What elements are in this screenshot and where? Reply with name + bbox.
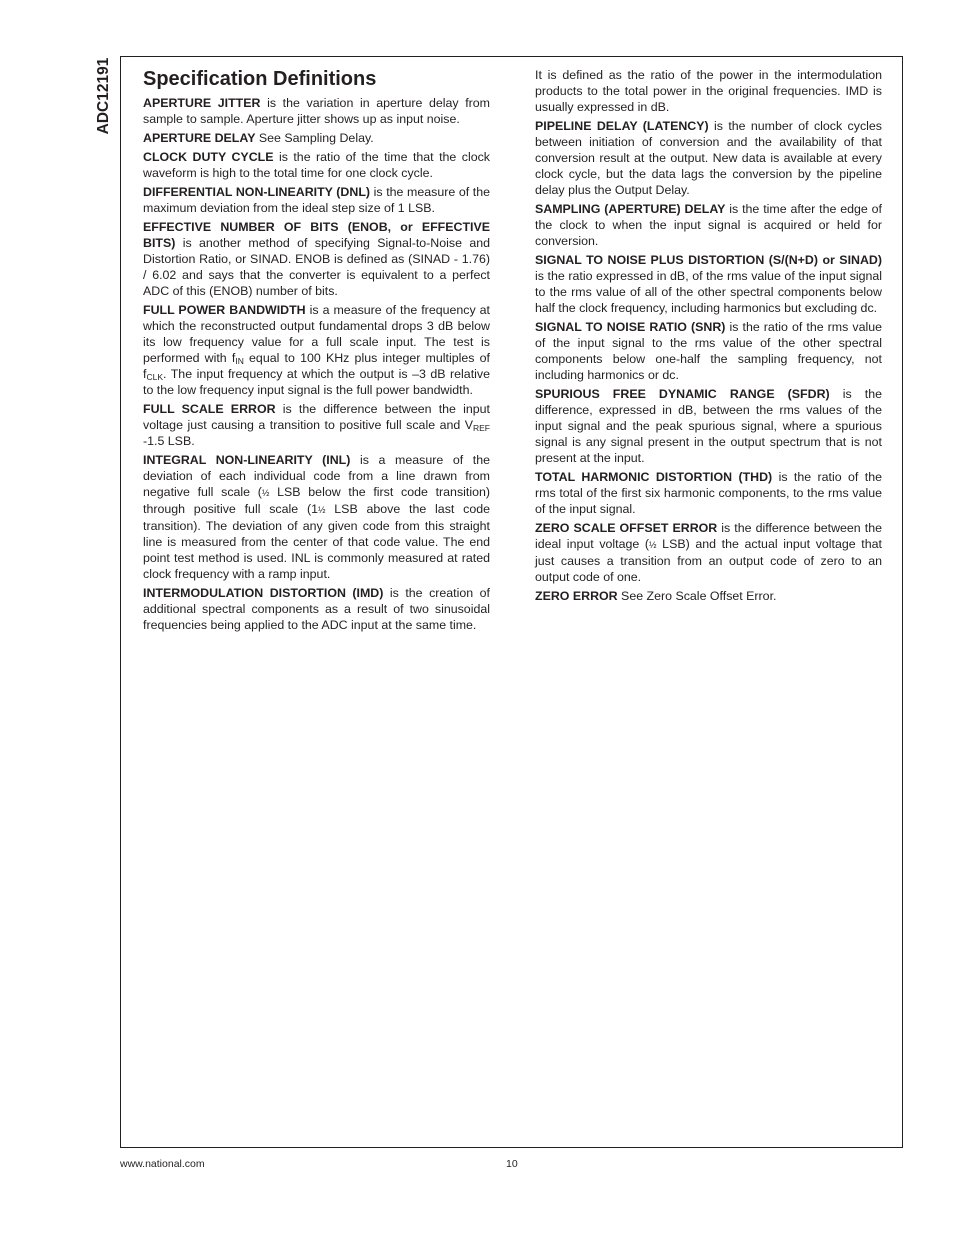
definition-snr: SIGNAL TO NOISE RATIO (SNR) is the ratio of the rms value of the input signal to the rms value of the other spectral components below one-half the sampling frequency, not including harmonics or dc.	[535, 320, 882, 382]
definition-full-scale-error: FULL SCALE ERROR is the difference between the input voltage just causing a transition to positive full scale and $V_{REF}$ -1.5 LSB.	[143, 402, 490, 448]
definition-pipeline-delay: PIPELINE DELAY (LATENCY) is the number of clock cycles between initiation of conversion and the availability of that conversion result at the output. New data is available at every clock cycle, but the data lags the conversion by the pipeline delay plus the Output Delay.	[535, 119, 882, 197]
part-number-label: ADC12191	[95, 57, 112, 135]
definition-clock-duty-cycle: CLOCK DUTY CYCLE is the ratio of the time that the clock waveform is high to the total time for one clock cycle.	[143, 150, 490, 180]
definition-sinad: SIGNAL TO NOISE PLUS DISTORTION (S/(N+D) or SINAD) is the ratio expressed in dB, of the rms value of the input signal to the rms value of all of the other spectral components below half the clock frequency, including harmonics but excluding dc.	[535, 253, 882, 315]
definition-aperture-delay: APERTURE DELAY See Sampling Delay.	[143, 131, 374, 145]
definition-thd: TOTAL HARMONIC DISTORTION (THD) is the ratio of the rms total of the first six harmonic components, to the rms value of the input signal.	[535, 470, 882, 516]
footer-website: www.national.com	[120, 1158, 205, 1170]
definition-zero-scale-offset-error: ZERO SCALE OFFSET ERROR is the difference between the ideal input voltage (½ LSB) and the actual input voltage that just causes a transition from an output code of zero to an output code of one.	[535, 521, 882, 584]
definition-inl: INTEGRAL NON-LINEARITY (INL) is a measure of the deviation of each individual code from a line drawn from negative full scale (½ LSB below the first code transition) through positive full scale (1½ LSB above the last code transition). The deviation of any given code from this straight line is measured from the center of that code value. The end point test method is used. INL is commonly measured at rated clock frequency with a ramp input.	[143, 453, 490, 581]
definition-full-power-bandwidth: FULL POWER BANDWIDTH is a measure of the frequency at which the reconstructed output fundamental drops 3 dB below its low frequency value for a full scale input. The test is performed with $f_{IN}$ equal to 100 KHz plus integer multiples of $f_{CLK}$. The input frequency at which the output is –3 dB relative to the low frequency input signal is the full power bandwidth.	[143, 303, 490, 397]
definition-imd-continued: It is defined as the ratio of the power in the intermodulation products to the total power in the original frequencies. IMD is usually expressed in dB.	[535, 68, 882, 114]
definition-dnl: DIFFERENTIAL NON-LINEARITY (DNL) is the measure of the maximum deviation from the ideal step size of 1 LSB.	[143, 185, 490, 215]
definition-aperture-jitter: APERTURE JITTER is the variation in aperture delay from sample to sample. Aperture jitter shows up as input noise.	[143, 96, 491, 126]
definition-imd: INTERMODULATION DISTORTION (IMD) is the creation of additional spectral components as a result of two sinusoidal frequencies being applied to the ADC input at the same time.	[143, 586, 490, 632]
definition-zero-error: ZERO ERROR See Zero Scale Offset Error.	[535, 589, 777, 603]
definition-sfdr: SPURIOUS FREE DYNAMIC RANGE (SFDR) is the difference, expressed in dB, between the rms values of the input signal and the peak spurious signal, where a spurious signal is any signal present in the output spectrum that is not present at the input.	[535, 387, 882, 465]
right-column	[535, 67, 882, 607]
definition-enob: EFFECTIVE NUMBER OF BITS (ENOB, or EFFECTIVE BITS) is another method of specifying Signal-to-Noise and Distortion Ratio, or SINAD. ENOB is defined as (SINAD - 1.76) / 6.02 and says that the converter is equivalent to a perfect ADC of this (ENOB) number of bits.	[143, 220, 490, 298]
footer-page-number: 10	[506, 1158, 518, 1170]
left-column	[143, 66, 490, 636]
section-title: Specification Definitions	[143, 68, 377, 90]
definition-sampling-delay: SAMPLING (APERTURE) DELAY is the time after the edge of the clock to when the input signal is acquired or held for conversion.	[535, 202, 882, 248]
